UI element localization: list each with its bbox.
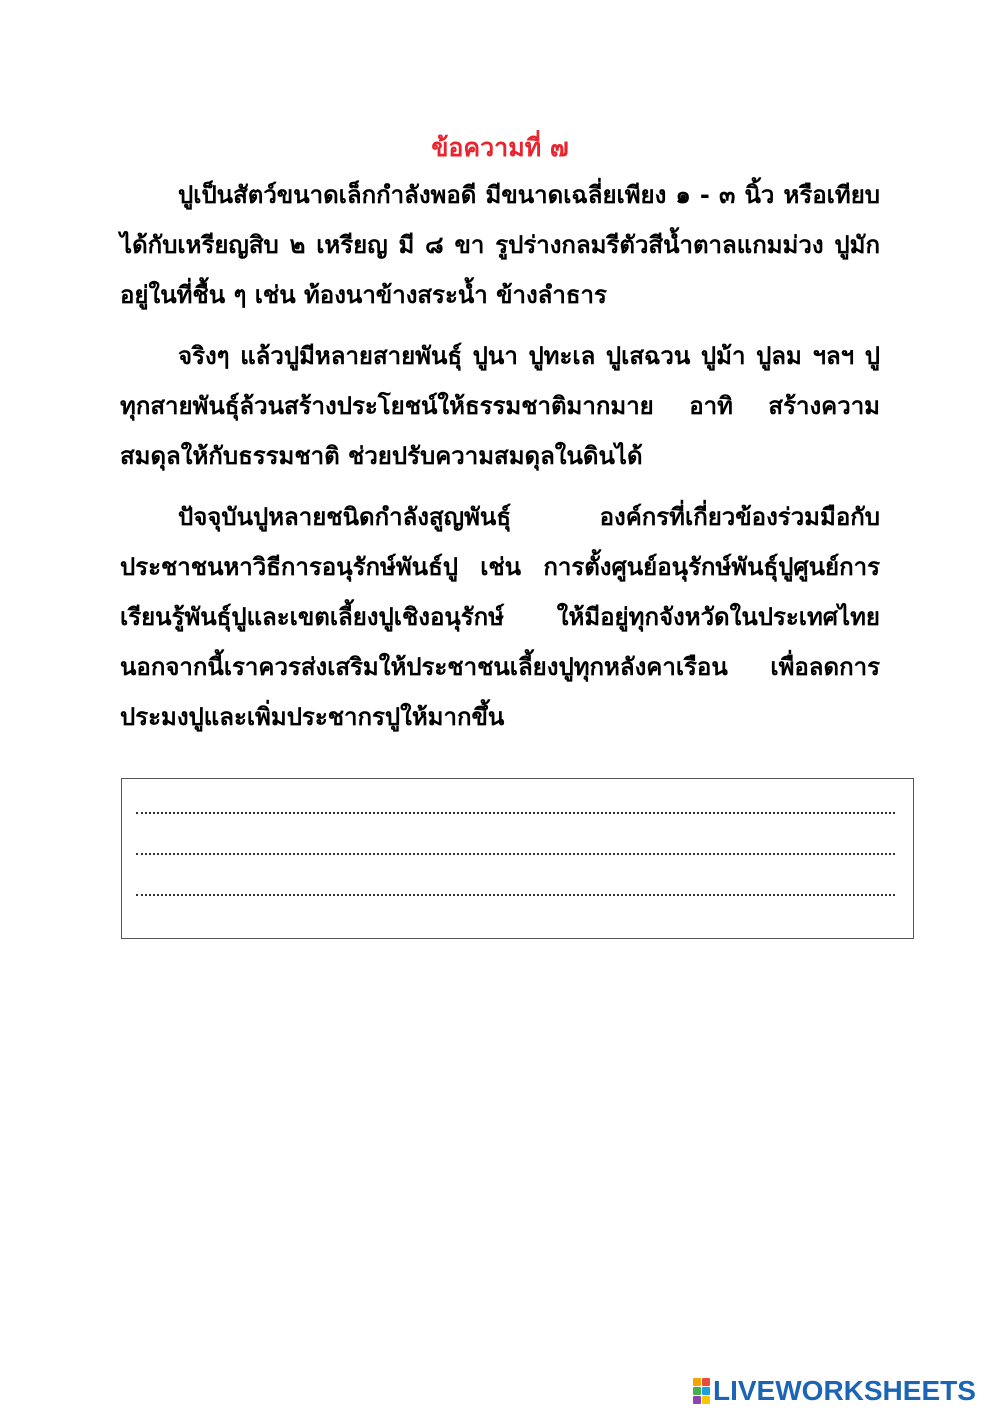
liveworksheets-logo-icon xyxy=(693,1378,711,1404)
paragraph-1: ปูเป็นสัตว์ขนาดเล็กกำลังพอดี มีขนาดเฉลี่ยเพียง ๑ - ๓ นิ้ว หรือเทียบได้กับเหรียญสิบ ๒ เหรียญ มี ๘ ขา รูปร่างกลมรีตัวสีน้ำตาลแกมม่วง ปูมักอยู่ในที่ชื้น ๆ เช่น ท้องนาข้างสระน้ำ ข้างลำธาร xyxy=(120,181,880,309)
paragraph-2: จริงๆ แล้วปูมีหลายสายพันธุ์ ปูนา ปูทะเล ปูเสฉวน ปูม้า ปูลม ฯลฯ ปูทุกสายพันธุ์ล้วนสร้างประโยชน์ให้ธรรมชาติมากมาย อาทิ สร้างความสมดุลให้กับธรรมชาติ ช่วยปรับความสมดุลในดินได้ xyxy=(120,342,880,470)
logo-text: LIVEWORKSHEETS xyxy=(713,1375,976,1406)
answer-line-1[interactable] xyxy=(136,812,895,814)
passage xyxy=(120,170,880,742)
paragraph-3: ปัจจุบันปูหลายชนิดกำลังสูญพันธุ์ องค์กรที่เกี่ยวข้องร่วมมือกับประชาชนหาวิธีการอนุรักษ์พันธ์ปู เช่น การตั้งศูนย์อนุรักษ์พันธุ์ปูศูนย์การเรียนรู้พันธุ์ปูและเขตเลี้ยงปูเชิงอนุรักษ์ ให้มีอยู่ทุกจังหวัดในประเทศไทยนอกจากนี้เราควรส่งเสริมให้ประชาชนเลี้ยงปูทุกหลังคาเรือน เพื่อลดการประมงปูและเพิ่มประชากรปูให้มากขึ้น xyxy=(120,503,880,731)
liveworksheets-logo[interactable] xyxy=(693,1375,976,1407)
answer-line-2[interactable] xyxy=(136,853,895,855)
answer-line-3[interactable] xyxy=(136,894,895,896)
page-title: ข้อความที่ ๗ xyxy=(431,133,569,162)
answer-box[interactable] xyxy=(121,778,914,939)
